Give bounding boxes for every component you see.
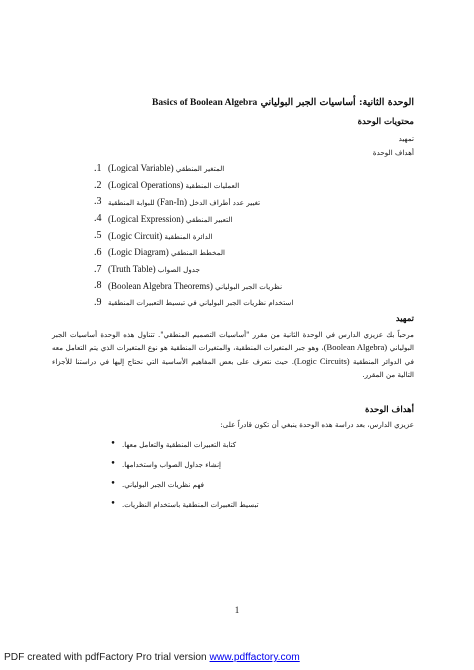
- objectives-intro: عزيزي الدارس، بعد دراسة هذه الوحدة ينبغي أن تكون قادراً على:: [220, 420, 414, 429]
- toc-item-number: 3.: [94, 196, 102, 208]
- toc-item-text: جدول الصواب (Truth Table): [108, 264, 201, 275]
- toc-item-number: 4.: [94, 213, 102, 225]
- toc-intro-label: تمهيد: [398, 134, 414, 143]
- unit-title: [54, 97, 414, 108]
- unit-title-arabic: الوحدة الثانية: أساسيات الجبر البولياني: [260, 97, 414, 108]
- objectives-list: [104, 434, 404, 514]
- toc-item: [94, 278, 414, 295]
- list-item: • كتابة التعبيرات المنطقية والتعامل معها.: [104, 434, 404, 454]
- toc-item: [94, 194, 414, 211]
- objectives-heading: أهداف الوحدة: [365, 405, 414, 415]
- toc-item: [94, 261, 414, 278]
- unit-title-english: Basics of Boolean Algebra: [152, 98, 258, 108]
- footer-text: PDF created with pdfFactory Pro trial version: [4, 652, 210, 663]
- toc-item-text: التعبير المنطقي (Logical Expression): [108, 213, 233, 224]
- toc-item: [94, 160, 414, 177]
- toc-item-number: 2.: [94, 179, 102, 191]
- toc-item-number: 7.: [94, 263, 102, 275]
- toc-item: [94, 244, 414, 261]
- toc-item-text: نظريات الجبر البولياني (Boolean Algebra Theorems): [108, 280, 283, 291]
- toc-item-text: استخدام نظريات الجبر البولياني في تبسيط التعبيرات المنطقية: [108, 298, 294, 308]
- list-item: • إنشاء جداول الصواب واستخدامها.: [104, 454, 404, 474]
- toc-item-text: العمليات المنطقية (Logical Operations): [108, 180, 240, 191]
- toc-item-text: المتغير المنطقي (Logical Variable): [108, 163, 225, 174]
- toc-item-number: 6.: [94, 246, 102, 258]
- contents-heading: محتويات الوحدة: [357, 117, 414, 127]
- toc-item: [94, 294, 414, 311]
- toc-item-number: 1.: [94, 162, 102, 174]
- table-of-contents: [94, 160, 414, 311]
- bullet-icon: •: [110, 459, 116, 469]
- intro-heading: تمهيد: [395, 314, 414, 324]
- toc-item-text: الدائرة المنطقية (Logic Circuit): [108, 230, 213, 241]
- bullet-icon: •: [110, 499, 116, 509]
- toc-item-text: تغيير عدد أطراف الدخل (Fan-In) للبوابة المنطقية: [108, 196, 261, 207]
- bullet-icon: •: [110, 439, 116, 449]
- intro-paragraph: مرحباً بك عزيزي الدارس في الوحدة الثانية من مقرر "أساسيات التصميم المنطقي". تتناول هذه الوحدة أساسيات الجبر البولياني (Boolean Algebra)، وهو جبر المتغيرات المنطقية، والمتغيرات المنطقية هو نوع المتغيرات الذي يتم التعامل معه في الدوائر المنطقية (Logic Circuits). حيث نتعرف على بعض المفاهيم الأساسية التي نحتاج إليها في دراستنا للأجزاء التالية من المقرر.: [52, 330, 414, 379]
- toc-item: [94, 210, 414, 227]
- toc-item-number: 8.: [94, 280, 102, 292]
- toc-item: [94, 177, 414, 194]
- toc-item-number: 9.: [94, 297, 102, 309]
- footer-link[interactable]: www.pdffactory.com: [209, 652, 300, 663]
- pdf-footer: [4, 652, 300, 663]
- toc-item-number: 5.: [94, 230, 102, 242]
- toc-item-text: المخطط المنطقي (Logic Diagram): [108, 247, 226, 258]
- toc-item: [94, 227, 414, 244]
- list-item: • تبسيط التعبيرات المنطقية باستخدام النظريات.: [104, 494, 404, 514]
- bullet-icon: •: [110, 479, 116, 489]
- toc-objectives-label: أهداف الوحدة: [372, 148, 414, 157]
- list-item: • فهم نظريات الجبر البولياني.: [104, 474, 404, 494]
- page-number: 1: [234, 605, 240, 615]
